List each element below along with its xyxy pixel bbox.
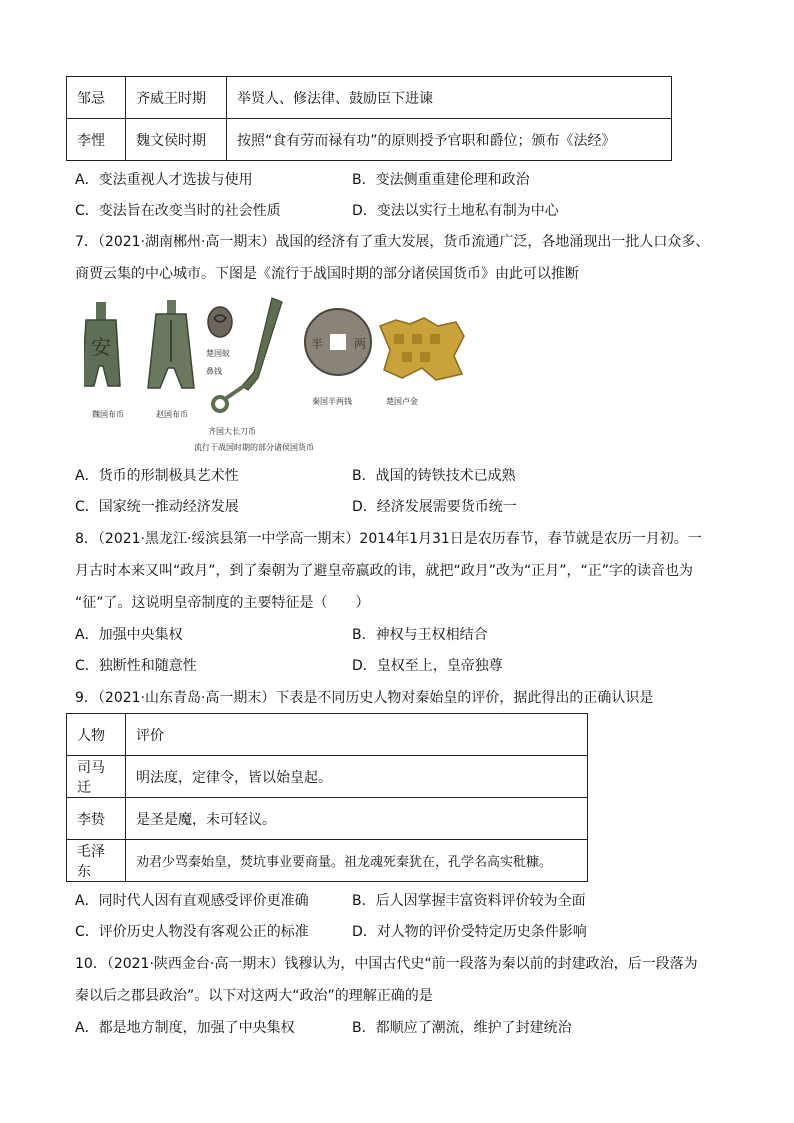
table-header-cell: 人物 [67,714,126,756]
q7-option-a[interactable]: A．货币的形制极具艺术性 [75,468,239,484]
q9-option-a[interactable]: A．同时代人因有直观感受评价更准确 [75,893,309,909]
caption-qi: 齐国大长刀币 [208,427,256,436]
q9-option-c[interactable]: C．评价历史人物没有客观公正的标准 [75,924,309,940]
caption-chu-ant-1: 楚国蚁 [206,349,230,358]
caption-zhao: 赵国布币 [156,410,188,419]
q7-option-c[interactable]: C．国家统一推动经济发展 [75,499,239,515]
table-header-cell: 评价 [126,714,588,756]
caption-chu-gold: 楚国卢金 [386,397,418,406]
caption-chu-ant-2: 鼻钱 [206,367,222,376]
q9-stem-line1: 9．（2021·山东青岛·高一期末）下表是不同历史人物对秦始皇的评价，据此得出的正确认识是 [75,690,654,706]
q9-option-d[interactable]: D．对人物的评价受特定历史条件影响 [352,924,587,940]
chu-gold-plate-image [380,318,464,380]
table-cell: 司马迁 [67,756,126,798]
q8-option-d[interactable]: D．皇权至上，皇帝独尊 [352,658,503,674]
table-cell: 李悝 [67,119,126,161]
figure-title: 流行于战国时期的部分诸侯国货币 [194,443,314,452]
evaluation-table [66,713,588,882]
q7-option-b[interactable]: B．战国的铸铁技术已成熟 [352,468,516,484]
q6-option-c[interactable]: C．变法旨在改变当时的社会性质 [75,203,281,219]
q10-stem-line1: 10．（2021·陕西金台·高一期末）钱穆认为，中国古代史“前一段落为秦以前的封建政治，后一段落为 [75,956,698,972]
coin-glyph: 半 [310,337,324,351]
q6-option-d[interactable]: D．变法以实行土地私有制为中心 [352,203,559,219]
table-cell: 劝君少骂秦始皇，焚坑事业要商量。祖龙魂死秦犹在，孔学名高实秕糠。 [126,840,588,882]
table-cell: 举贤人、修法律、鼓励臣下进谏 [227,77,672,119]
q8-stem-line2: 月古时本来又叫“政月”，到了秦朝为了避皇帝嬴政的讳，就把“政月”改为“正月”，“正”字的读音也为 [75,563,694,579]
table-row [67,77,672,119]
q10-option-b[interactable]: B．都顺应了潮流，维护了封建统治 [352,1020,572,1036]
q7-stem-line1: 7．（2021·湖南郴州·高一期末）战国的经济有了重大发展，货币流通广泛，各地涌现出一批人口众多、 [75,234,710,250]
zhao-spade-coin-image [148,300,194,388]
table-cell: 是圣是魔，未可轻议。 [126,798,588,840]
wei-spade-coin-image [84,302,120,386]
table-cell: 毛泽东 [67,840,126,882]
table-row [67,840,588,882]
svg-text:安: 安 [91,335,111,359]
q9-option-b[interactable]: B．后人因掌握丰富资料评价较为全面 [352,893,586,909]
table-cell: 按照“食有劳而禄有功”的原则授予官职和爵位；颁布《法经》 [227,119,672,161]
table-cell: 魏文侯时期 [126,119,227,161]
q8-stem-line1: 8．（2021·黑龙江·绥滨县第一中学高一期末）2014年1月31日是农历春节，春节就是农历一月初。一 [75,531,702,547]
currency-illustration [84,296,474,456]
table-cell: 李贽 [67,798,126,840]
reform-table [66,76,672,161]
table-header-row [67,714,588,756]
q8-stem-line3: “征”了。这说明皇帝制度的主要特征是（ ） [75,595,370,611]
caption-wei: 魏国布币 [92,410,124,419]
q7-option-d[interactable]: D．经济发展需要货币统一 [352,499,517,515]
q10-option-a[interactable]: A．都是地方制度，加强了中央集权 [75,1020,295,1036]
table-cell: 齐威王时期 [126,77,227,119]
caption-qin: 秦国半两钱 [312,397,352,406]
coin-glyph: 两 [353,337,367,351]
q10-stem-line2: 秦以后之郡县政治”。以下对这两大“政治”的理解正确的是 [75,988,433,1004]
currency-figure [84,296,474,456]
q6-option-b[interactable]: B．变法侧重重建伦理和政治 [352,172,530,188]
table-row [67,756,588,798]
q8-option-b[interactable]: B．神权与王权相结合 [352,627,488,643]
q8-option-c[interactable]: C．独断性和随意性 [75,658,197,674]
q8-option-a[interactable]: A．加强中央集权 [75,627,183,643]
table-row [67,119,672,161]
q6-option-a[interactable]: A．变法重视人才选拔与使用 [75,172,253,188]
q7-stem-line2: 商贾云集的中心城市。下图是《流行于战国时期的部分诸侯国货币》由此可以推断 [75,266,579,282]
table-row [67,798,588,840]
table-cell: 邹忌 [67,77,126,119]
qin-banliang-coin-image [305,309,371,375]
table-cell: 明法度，定律令，皆以始皇起。 [126,756,588,798]
chu-ant-nose-coin-image [208,307,232,337]
